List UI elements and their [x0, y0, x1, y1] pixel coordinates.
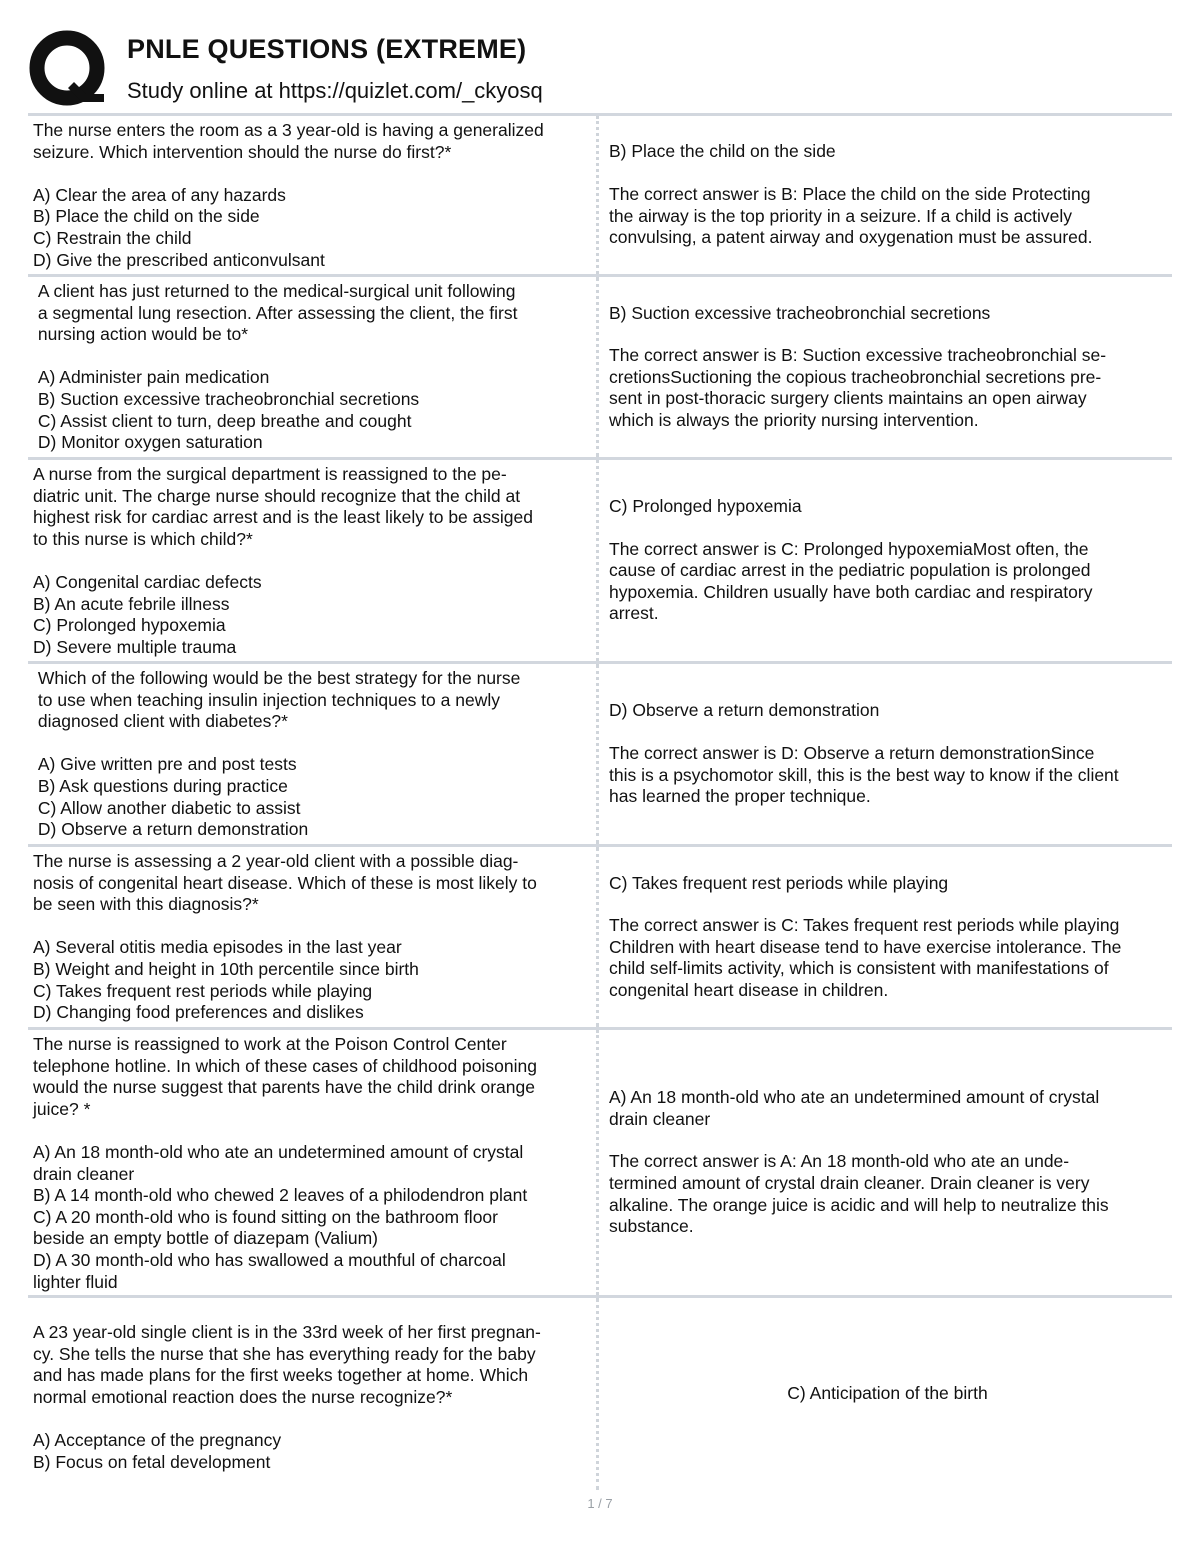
explanation-text: The correct answer is C: Takes frequent rest periods while playing Children with heart disease tend to have exercise intolerance. The child self-limits activity, which is consistent with manifestations of congenital heart disease in children. [609, 915, 1122, 1000]
quizlet-q-logo-icon [28, 30, 108, 108]
answer-text: C) Prolonged hypoxemia [609, 496, 802, 517]
question-text: Which of the following would be the best strategy for the nurse to use when teaching insulin injection techniques to a newly diagnosed client with diabetes?* A) Give written pre and post tests B) Ask questions during practice C) Allow another diabetic to assist D) Observe a return demonstration [37, 668, 521, 840]
flashcard-row [28, 1027, 1172, 1295]
answer-cell [596, 847, 1172, 1027]
flashcard-row [28, 457, 1172, 661]
explanation-text: The correct answer is C: Prolonged hypoxemiaMost often, the cause of cardiac arrest in the pediatric population is prolonged hypoxemia. Children usually have both cardiac and respiratory arrest. [609, 538, 1093, 624]
question-text: A client has just returned to the medical-surgical unit following a segmental lung resection. After assessing the client, the first nursing action would be to* A) Administer pain medication B) Suction excessive tracheobronchial secretions C) Assist client to turn, deep breathe and cought D) Monitor oxygen saturation [37, 281, 518, 453]
answer-text: A) An 18 month-old who ate an undetermined amount of crystal drain cleaner [609, 1087, 1100, 1129]
flashcard-row [28, 844, 1172, 1027]
answer-cell [596, 1298, 1172, 1490]
answer-cell [596, 460, 1172, 661]
document-title: PNLE QUESTIONS (EXTREME) [127, 34, 527, 64]
explanation-text: The correct answer is D: Observe a return demonstrationSince this is a psychomotor skill, this is the best way to know if the client has learned the proper technique. [609, 742, 1119, 807]
question-text: The nurse enters the room as a 3 year-old is having a generalized seizure. Which intervention should the nurse do first?* A) Clear the area of any hazards B) Place the child on the side C) Restrain the child D) Give the prescribed anticonvulsant [33, 120, 544, 270]
flashcard-row [28, 274, 1172, 457]
flashcard-row [28, 113, 1172, 274]
explanation-text: The correct answer is B: Suction excessive tracheobronchial se- cretionsSuctioning the copious tracheobronchial secretions pre- sent in post-thoracic surgery clients maintains an open airway which is always the priority nursing intervention. [609, 345, 1107, 430]
answer-cell [596, 116, 1172, 274]
flashcard-row [28, 661, 1172, 844]
question-text: A 23 year-old single client is in the 33rd week of her first pregnan- cy. She tells the nurse that she has everything ready for the baby and has made plans for the first weeks together at home. Which normal emotional reaction does the nurse recognize?* A) Acceptance of the pregnancy B) Focus on fetal development [33, 1322, 541, 1472]
flashcard-table [28, 113, 1172, 1490]
answer-cell [596, 277, 1172, 457]
study-online-link-text: Study online at https://quizlet.com/_ckyosq [127, 78, 543, 103]
answer-text: B) Suction excessive tracheobronchial secretions [609, 302, 991, 323]
question-text: The nurse is assessing a 2 year-old client with a possible diag- nosis of congenital heart disease. Which of these is most likely to be seen with this diagnosis?* A) Several otitis media episodes in the last year B) Weight and height in 10th percentile since birth C) Takes frequent rest periods while playing D) Changing food preferences and dislikes [33, 851, 537, 1023]
page-number: 1 / 7 [587, 1496, 613, 1511]
answer-cell [596, 1030, 1172, 1295]
answer-text: C) Anticipation of the birth [787, 1383, 988, 1404]
question-text: A nurse from the surgical department is reassigned to the pe- diatric unit. The charge nurse should recognize that the child at highest risk for cardiac arrest and is the least likely to be assiged to this nurse is which child?* A) Congenital cardiac defects B) An acute febrile illness C) Prolonged hypoxemia D) Severe multiple trauma [33, 464, 533, 657]
explanation-text: The correct answer is B: Place the child on the side Protecting the airway is the top priority in a seizure. If a child is actively convulsing, a patent airway and oxygenation must be assured. [609, 183, 1093, 248]
question-text: The nurse is reassigned to work at the Poison Control Center telephone hotline. In which of these cases of childhood poisoning would the nurse suggest that parents have the child drink orange juice? * A) An 18 month-old who ate an undetermined amount of crystal drain cleaner B) A 14 month-old who chewed 2 leaves of a philodendron plant C) A 20 month-old who is found sitting on the bathroom floor beside an empty bottle of diazepam (Valium) D) A 30 month-old who has swallowed a mouthful of charcoal lighter fluid [33, 1034, 537, 1292]
document-header [0, 0, 1200, 112]
answer-text: B) Place the child on the side [609, 141, 836, 162]
answer-text: D) Observe a return demonstration [609, 700, 880, 721]
answer-text: C) Takes frequent rest periods while playing [609, 872, 949, 893]
explanation-text: The correct answer is A: An 18 month-old who ate an unde- termined amount of crystal drain cleaner. Drain cleaner is very alkaline. The orange juice is acidic and will help to neutralize this substance. [609, 1151, 1109, 1237]
answer-cell [596, 664, 1172, 844]
flashcard-row [28, 1295, 1172, 1490]
